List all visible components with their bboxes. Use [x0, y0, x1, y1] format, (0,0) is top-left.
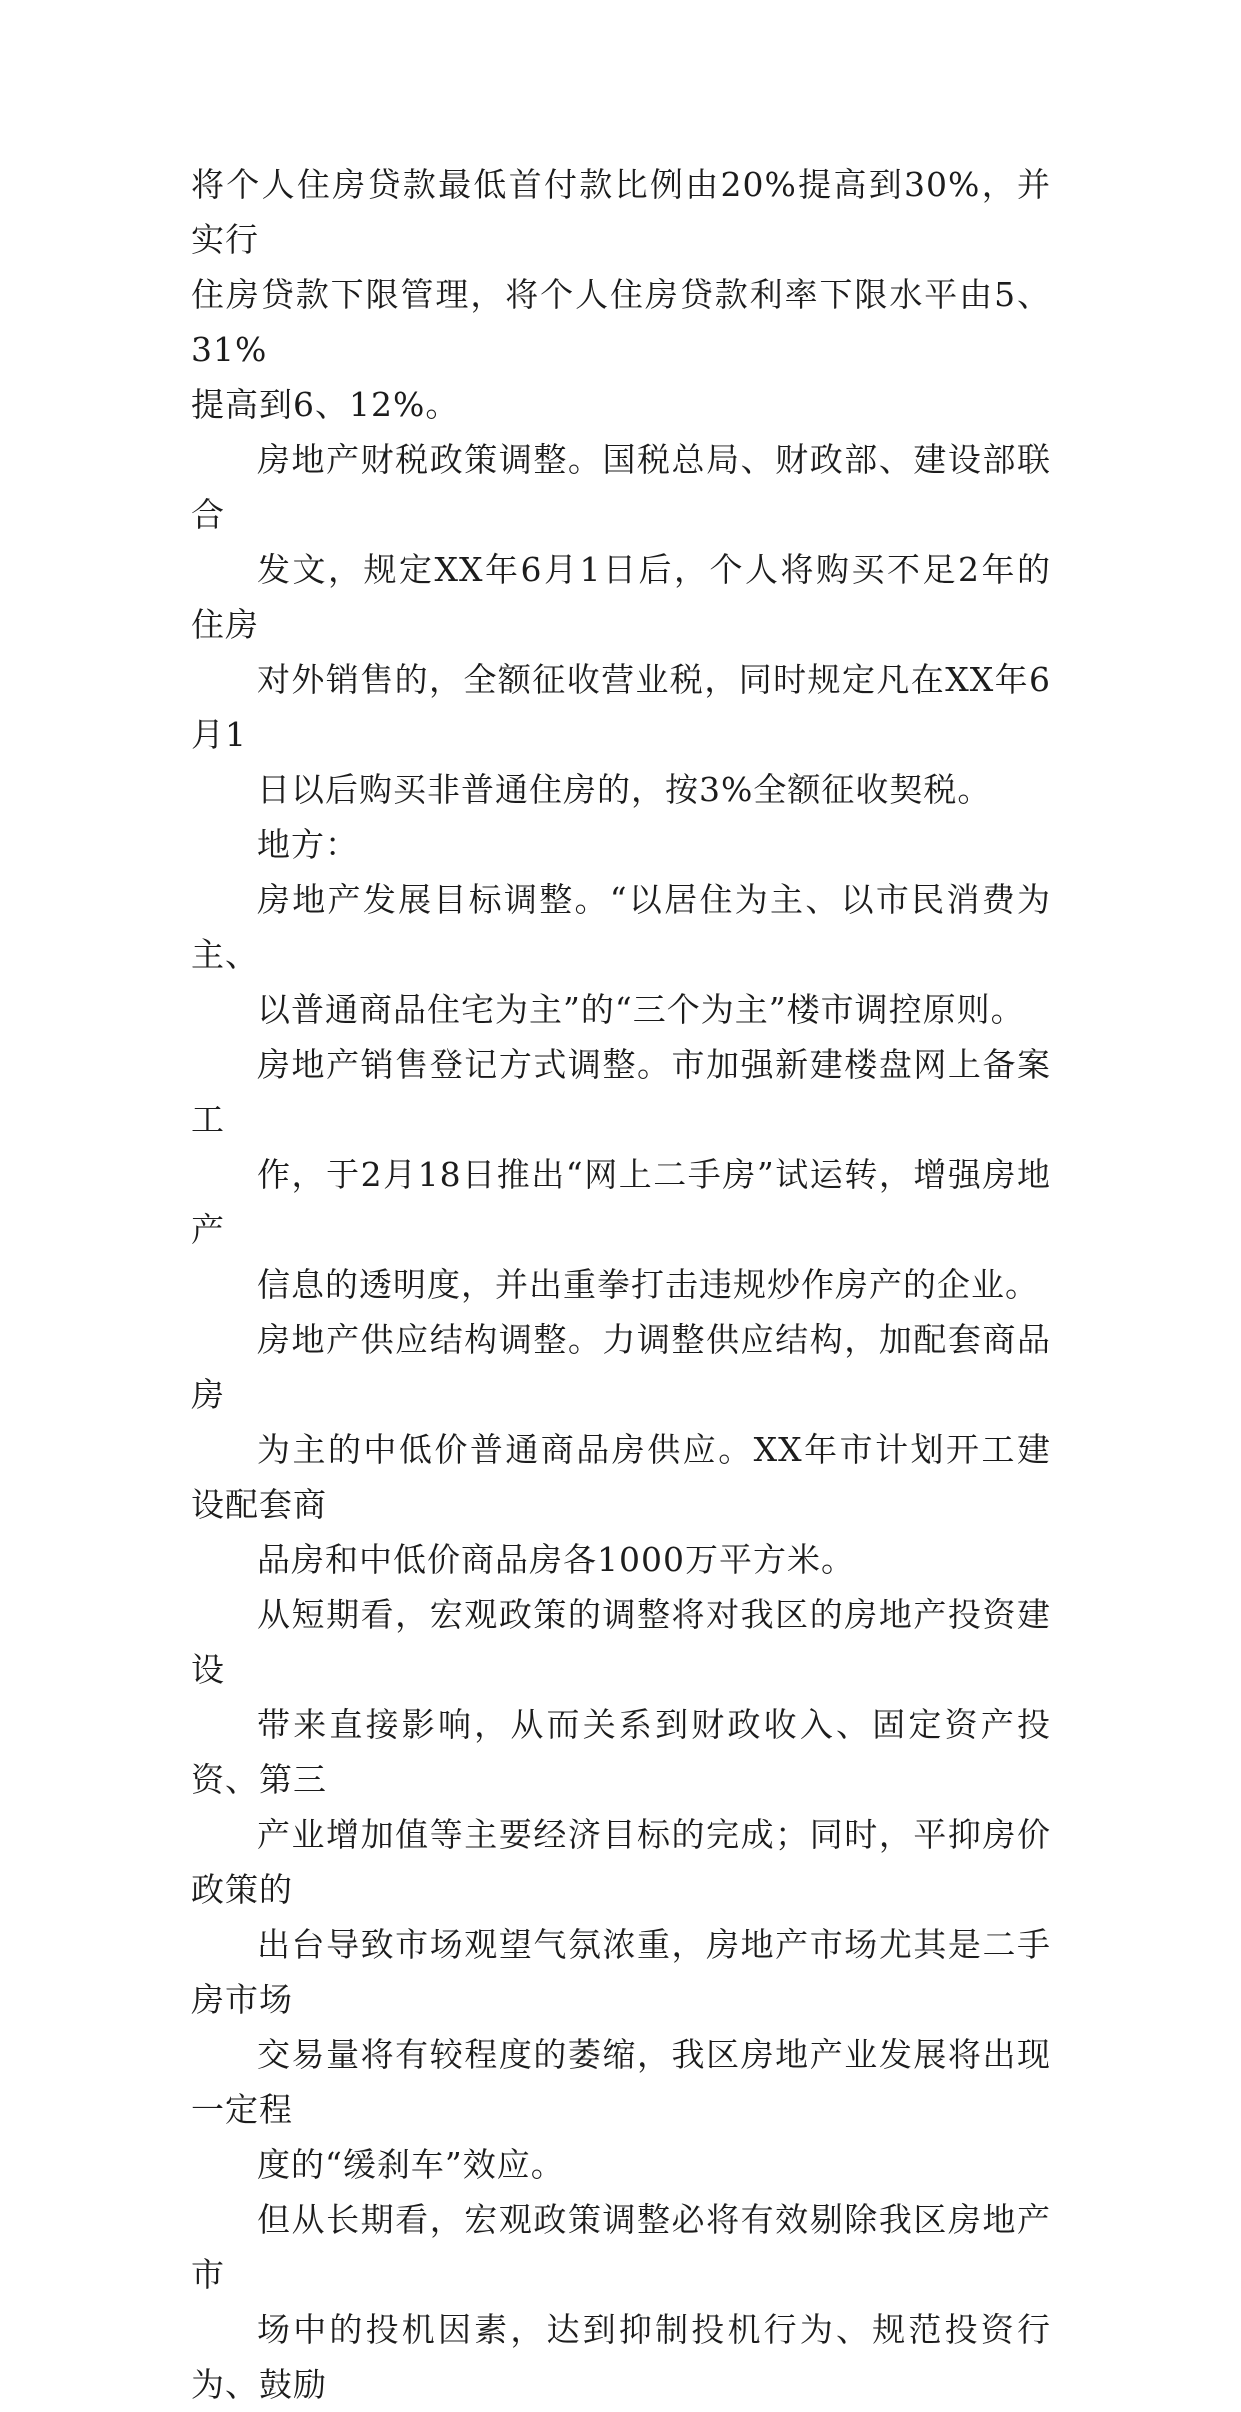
text-line: 将个人住房贷款最低首付款比例由20%提高到30%，并实行: [191, 165, 1051, 259]
text-line: 出台导致市场观望气氛浓重，房地产市场尤其是二手房市场: [191, 1925, 1051, 2019]
text-line: 提高到6、12%。: [191, 385, 460, 424]
text-line: 度的“缓刹车”效应。: [257, 2145, 565, 2184]
paragraph: [191, 2192, 1051, 2412]
text-line: 场中的投机因素，达到抑制投机行为、规范投资行为、鼓励: [191, 2310, 1051, 2404]
text-line: 房地产财税政策调整。国税总局、财政部、建设部联合: [191, 440, 1051, 534]
paragraph: [191, 872, 1051, 1037]
paragraph: [191, 817, 1051, 872]
text-line: 带来直接影响，从而关系到财政收入、固定资产投资、第三: [191, 1705, 1051, 1799]
text-line: 产业增加值等主要经济目标的完成；同时，平抑房价政策的: [191, 1815, 1051, 1909]
text-line: 但从长期看，宏观政策调整必将有效剔除我区房地产市: [191, 2200, 1051, 2294]
text-line: 房地产供应结构调整。力调整供应结构，加配套商品房: [191, 1320, 1051, 1414]
text-line: 发文，规定XX年6月1日后，个人将购买不足2年的住房: [191, 550, 1051, 644]
text-line: 品房和中低价商品房各1000万平方米。: [257, 1540, 855, 1579]
document-body: [191, 157, 1051, 2412]
text-line: 日以后购买非普通住房的，按3%全额征收契税。: [257, 770, 992, 809]
paragraph: [191, 1587, 1051, 2192]
text-line: 对外销售的，全额征收营业税，同时规定凡在XX年6月1: [191, 660, 1051, 754]
text-line: 作，于2月18日推出“网上二手房”试运转，增强房地产: [191, 1155, 1051, 1249]
text-line: 房地产发展目标调整。“以居住为主、以市民消费为主、: [191, 880, 1051, 974]
text-line: 交易量将有较程度的萎缩，我区房地产业发展将出现一定程: [191, 2035, 1051, 2129]
text-line: 信息的透明度，并出重拳打击违规炒作房产的企业。: [257, 1265, 1039, 1304]
text-line: 为主的中低价普通商品房供应。XX年市计划开工建设配套商: [191, 1430, 1051, 1524]
paragraph: [191, 1037, 1051, 1312]
text-line: 从短期看，宏观政策的调整将对我区的房地产投资建设: [191, 1595, 1051, 1689]
text-line: 房地产销售登记方式调整。市加强新建楼盘网上备案工: [191, 1045, 1051, 1139]
text-line: 地方：: [257, 825, 359, 864]
paragraph: [191, 432, 1051, 817]
paragraph: [191, 1312, 1051, 1587]
text-line: 住房贷款下限管理，将个人住房贷款利率下限水平由5、31%: [191, 275, 1051, 369]
paragraph: [191, 157, 1051, 432]
text-line: 以普通商品住宅为主”的“三个为主”楼市调控原则。: [257, 990, 1025, 1029]
